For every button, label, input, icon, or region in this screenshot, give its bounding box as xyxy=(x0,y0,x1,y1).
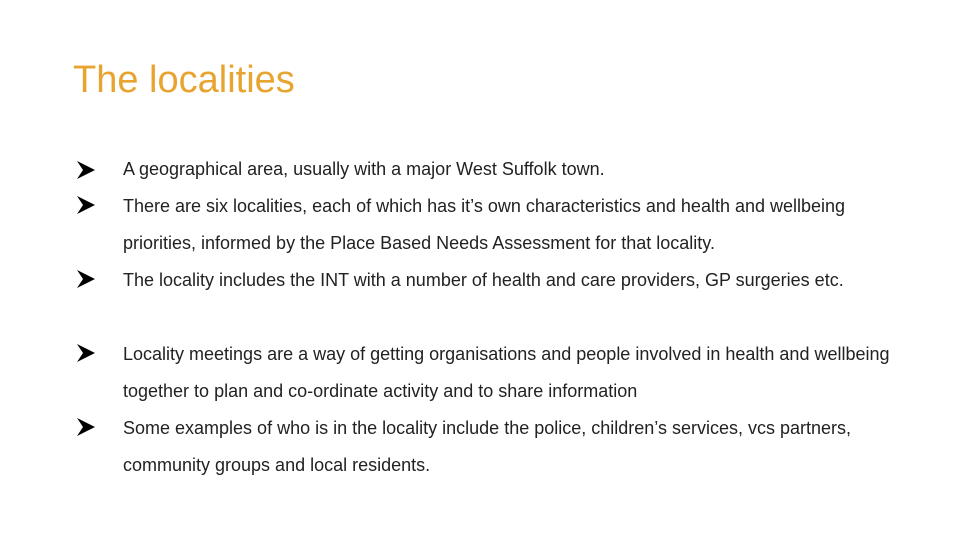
bullet-text: There are six localities, each of which has it’s own characteristics and health and wellbeing priorities, informed by the Place Based Needs Assessment for that locality. xyxy=(123,196,846,253)
slide-title: The localities xyxy=(73,59,295,101)
arrow-bullet-icon xyxy=(75,268,97,290)
arrow-bullet-icon xyxy=(75,416,97,438)
arrow-bullet-icon xyxy=(75,159,97,181)
bullet-text: Locality meetings are a way of getting organisations and people involved in health and wellbeing together to plan and co-ordinate activity and to share information xyxy=(123,344,890,401)
bullet-text: Some examples of who is in the locality include the police, children’s services, vcs partners, community groups and local residents. xyxy=(123,418,852,475)
arrow-bullet-icon xyxy=(75,342,97,364)
arrow-bullet-icon xyxy=(75,194,97,216)
bullet-text: A geographical area, usually with a major West Suffolk town. xyxy=(123,159,605,179)
bullet-text: The locality includes the INT with a number of health and care providers, GP surgeries etc. xyxy=(123,270,844,290)
